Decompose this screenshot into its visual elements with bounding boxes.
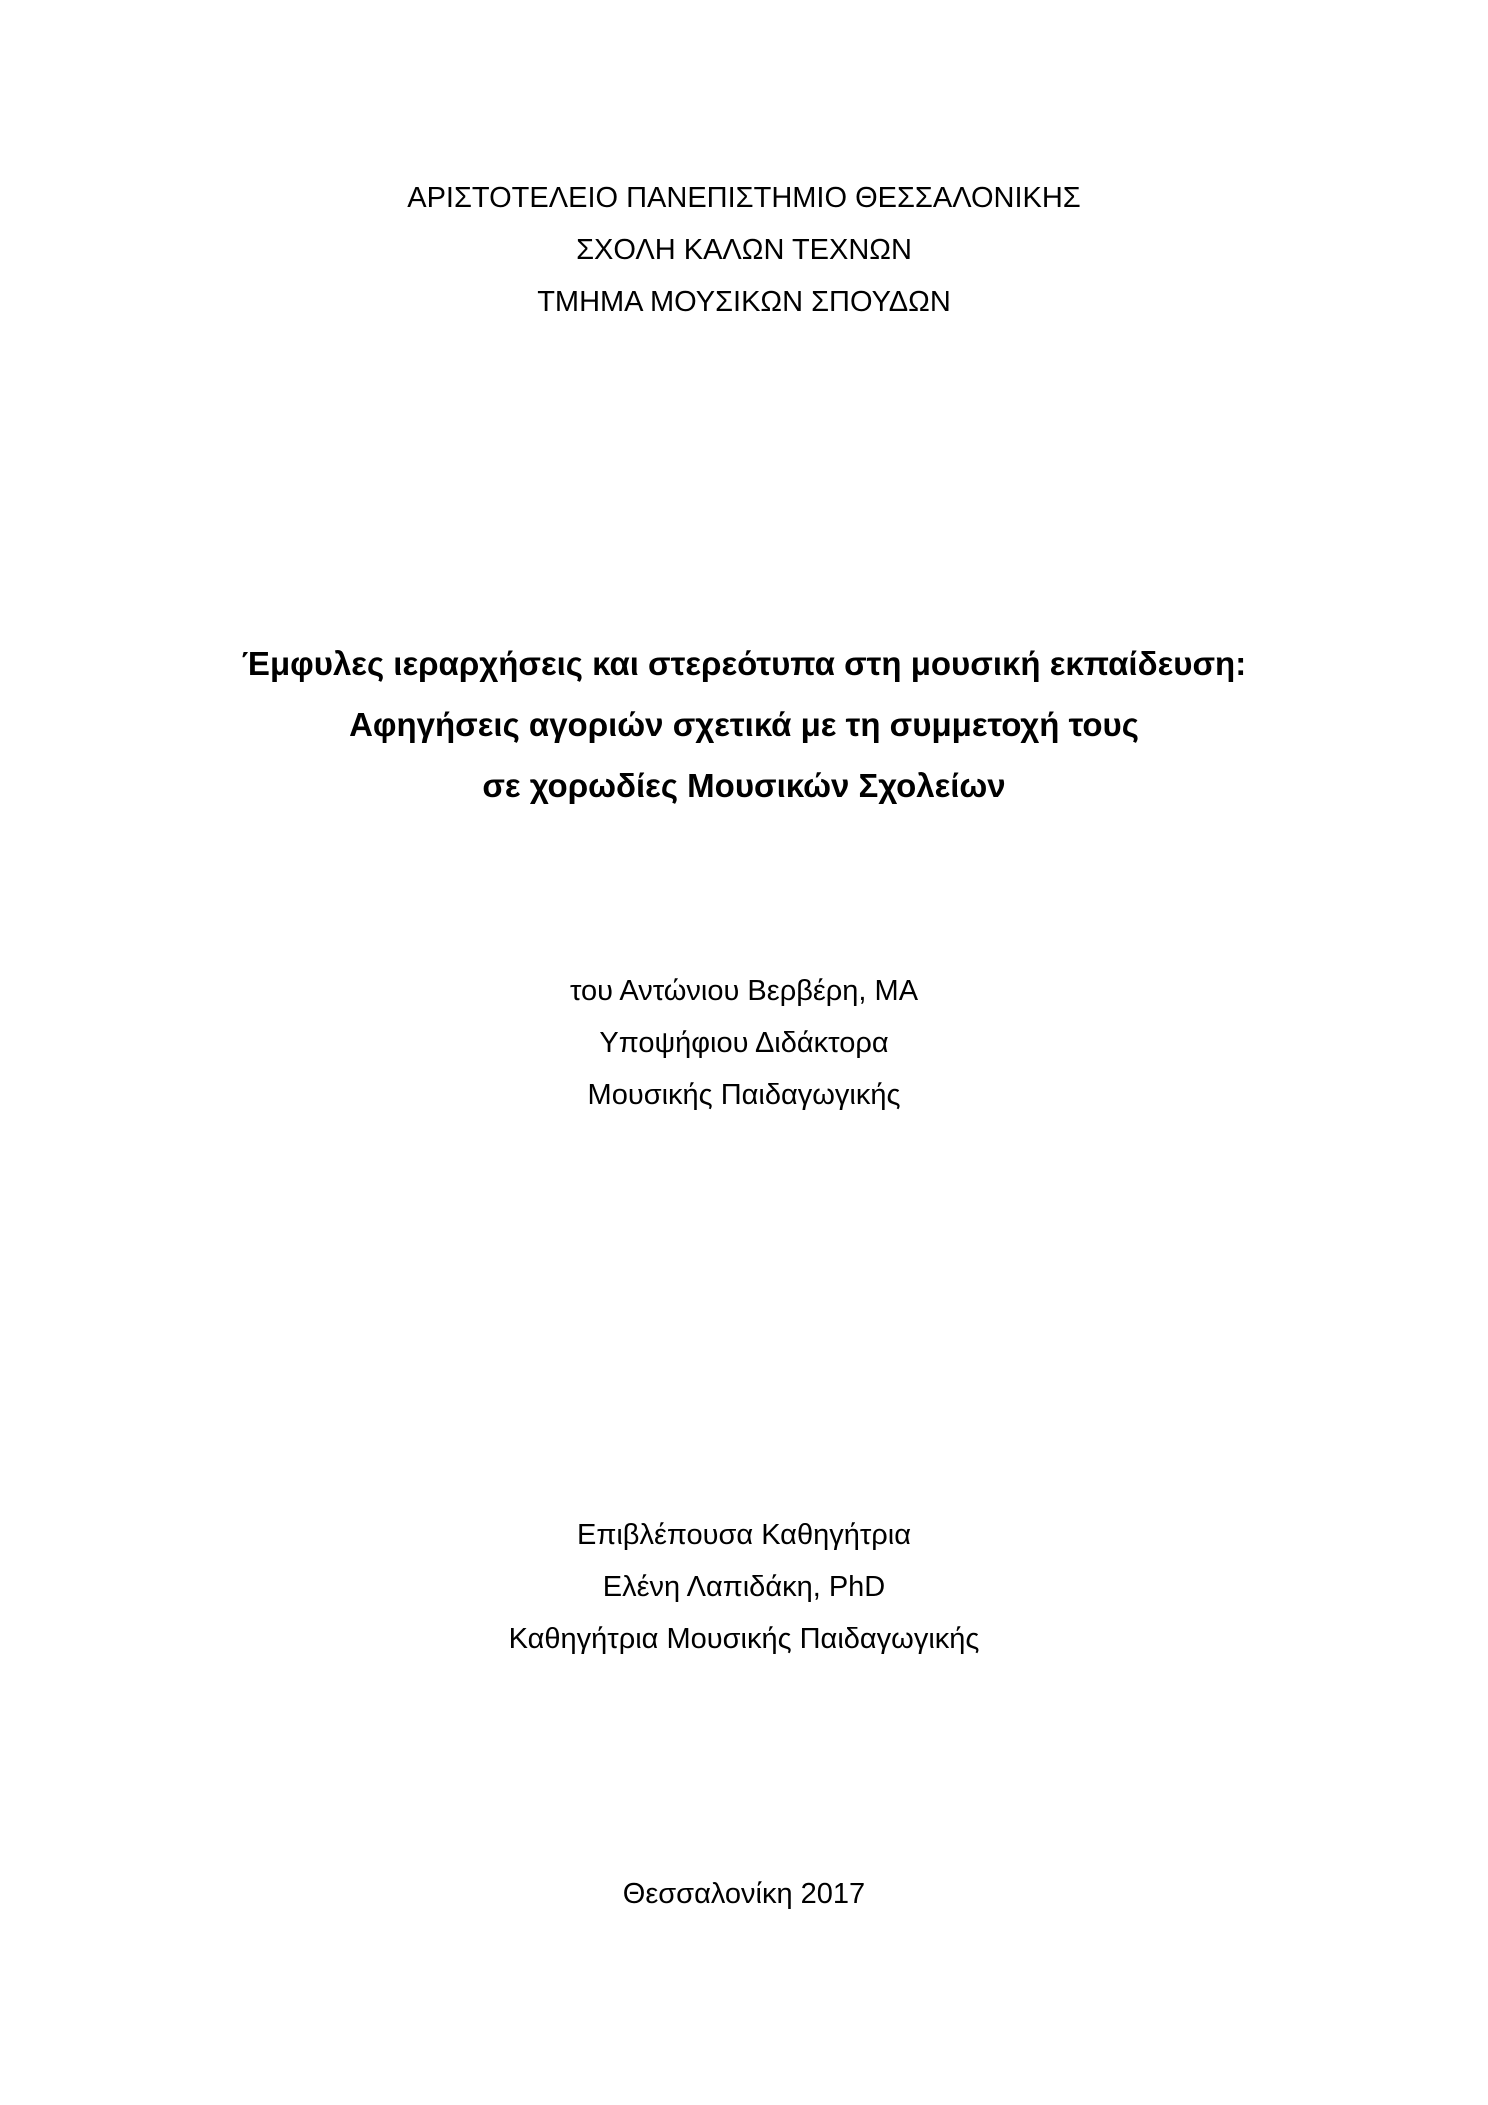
supervisor-title: Καθηγήτρια Μουσικής Παιδαγωγικής: [508, 1623, 980, 1655]
supervisor-block: [0, 1509, 1488, 1665]
supervisor-label: Επιβλέπουσα Καθηγήτρια: [576, 1519, 911, 1551]
author-role: Υποψήφιου Διδάκτορα: [599, 1027, 889, 1059]
author-name: του Αντώνιου Βερβέρη, MA: [569, 975, 919, 1007]
institution-header: [0, 172, 1488, 328]
university-name: ΑΡΙΣΤΟΤΕΛΕΙΟ ΠΑΝΕΠΙΣΤΗΜΙΟ ΘΕΣΣΑΛΟΝΙΚΗΣ: [407, 182, 1081, 214]
thesis-title: [0, 633, 1488, 816]
supervisor-name: Ελένη Λαπιδάκη, PhD: [602, 1571, 886, 1603]
department-name: ΤΜΗΜΑ ΜΟΥΣΙΚΩΝ ΣΠΟΥΔΩΝ: [537, 286, 951, 318]
title-line-1: Έμφυλες ιεραρχήσεις και στερεότυπα στη μουσική εκπαίδευση:: [241, 645, 1247, 682]
place-date: Θεσσαλονίκη 2017: [622, 1878, 866, 1910]
title-line-3: σε χορωδίες Μουσικών Σχολείων: [482, 767, 1006, 804]
author-field: Μουσικής Παιδαγωγικής: [587, 1079, 901, 1111]
title-line-2: Αφηγήσεις αγοριών σχετικά με τη συμμετοχή τους: [349, 706, 1139, 743]
school-name: ΣΧΟΛΗ ΚΑΛΩΝ ΤΕΧΝΩΝ: [576, 234, 912, 266]
author-block: [0, 965, 1488, 1121]
place-date-block: [0, 1868, 1488, 1920]
